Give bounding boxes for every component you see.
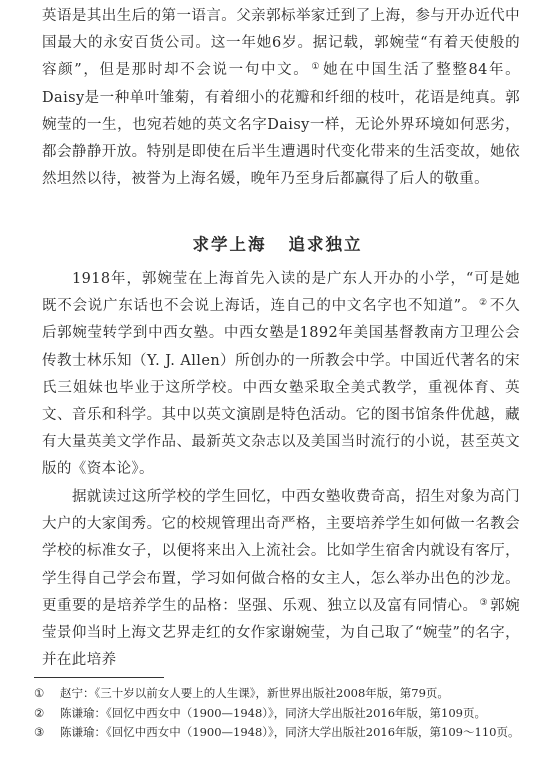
footnote-1 — [34, 684, 524, 704]
paragraph-text: 英语是其出生后的第一语言。父亲郭标举家迁到了上海，参与开办近代中国最大的永安百货公司。这一年她6岁。据记载，郭婉莹“有着天使般的容颜”，但是那时却不会说一句中文。 — [42, 8, 520, 79]
footnote-mark: ③ — [34, 725, 45, 739]
paragraph-text: 郭婉莹景仰当时上海文艺界走红的女作家谢婉莹，为自己取了“婉莹”的名字，并在此培养 — [42, 597, 520, 669]
body-paragraph-3 — [42, 484, 520, 674]
footnote-reference-3: ③ — [479, 597, 489, 608]
paragraph-text: 1918年，郭婉莹在上海首先入读的是广东人开办的小学，“可是她既不会说广东话也不会说上海话，连自己的中文名字也不知道”。 — [42, 271, 520, 315]
footnote-reference-2: ② — [479, 298, 488, 309]
footnote-3 — [34, 723, 524, 743]
footnote-2 — [34, 704, 524, 724]
footnotes-section — [34, 684, 524, 743]
footnote-text: 赵宁：《三十岁以前女人要上的人生课》，新世界出版社2008年版，第79页。 — [60, 686, 449, 700]
paragraph-text: 据就读过这所学校的学生回忆，中西女塾收费奇高，招生对象为高门大户的大家闺秀。它的校规管理出奇严格，主要培养学生如何做一名教会学校的标准女子，以便将来出入上流社会。比如学生宿舍内就设有客厅，学生得自己学会布置，学习如何做合格的女主人，怎么举办出色的沙龙。更重要的是培养学生的品格：坚强、乐观、独立以及富有同情心。 — [42, 489, 520, 614]
paragraph-text: 她在中国生活了整整84年。Daisy是一种单叶雏菊，有着细小的花瓣和纤细的枝叶，花语是纯真。郭婉莹的一生，也宛若她的英文名字Daisy一样，无论外界环境如何恶劣，都会静静开放。特别是即使在后半生遭遇时代变化带来的生活变故，她依然坦然以待，被誉为上海名媛，晚年乃至身后都赢得了后人的敬重。 — [42, 62, 521, 188]
footnote-text: 陈谦瑜：《回忆中西女中（1900—1948）》，同济大学出版社2016年版，第109页。 — [60, 705, 486, 720]
footnote-reference-1: ① — [311, 62, 322, 73]
footnote-text: 陈谦瑜：《回忆中西女中（1900—1948）》，同济大学出版社2016年版，第109～110页。 — [60, 725, 520, 739]
body-paragraph-1 — [42, 3, 520, 193]
footnote-divider — [34, 677, 164, 678]
paragraph-text: 不久后郭婉莹转学到中西女塾。中西女塾是1892年美国基督教南方卫理公会传教士林乐知（Y. J. Allen）所创办的一所教会中学。中国近代著名的宋氏三姐妹也毕业于这所学校。中西女塾采取全美式教学，重视体育、英文、音乐和科学。其中以英文演剧是特色活动。它的图书馆条件优越，藏有大量英美文学作品、最新英文杂志以及美国当时流行的小说，甚至英文版的《资本论》。 — [42, 298, 521, 478]
section-heading — [0, 231, 555, 255]
footnote-mark: ① — [34, 686, 45, 700]
footnote-mark: ② — [34, 705, 45, 720]
body-paragraph-2 — [42, 266, 520, 484]
heading-part-2: 追求独立 — [288, 235, 363, 254]
heading-part-1: 求学上海 — [192, 235, 267, 254]
